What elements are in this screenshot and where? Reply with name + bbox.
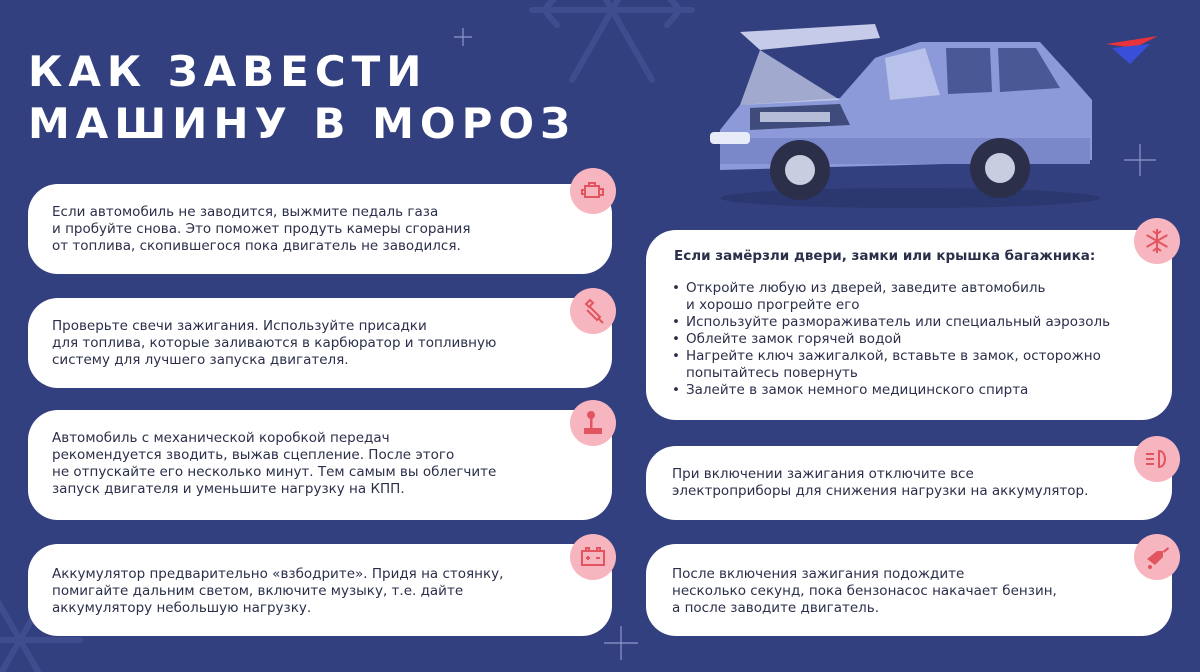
list-item-line: • Нагрейте ключ зажигалкой, вставьте в замок, осторожно	[686, 348, 1101, 364]
tip-line: систему для лучшего запуска двигателя.	[52, 352, 349, 368]
tip-card-frozen-locks	[646, 230, 1172, 420]
tip-line: После включения зажигания подождите	[672, 566, 965, 582]
frozen-list	[672, 280, 1110, 399]
tip-card-headlights	[646, 446, 1172, 520]
list-item-line: попытайтесь повернуть	[686, 365, 858, 381]
frozen-heading: Если замёрзли двери, замки или крышка багажника:	[674, 248, 1096, 264]
tip-card-fuel-pump	[646, 544, 1172, 636]
car-illustration	[700, 20, 1100, 210]
list-item-line: • Залейте в замок немного медицинского спирта	[686, 382, 1029, 398]
list-item	[672, 348, 1110, 382]
title-line-2: МАШИНУ В МОРОЗ	[28, 99, 576, 148]
list-item-line: • Используйте размораживатель или специальный аэрозоль	[686, 314, 1111, 330]
tip-card-manual-gearbox	[28, 410, 612, 520]
tip-line: Аккумулятор предварительно «взбодрите». Придя на стоянку,	[52, 566, 504, 582]
tip-line: и пробуйте снова. Это поможет продуть камеры сгорания	[52, 221, 471, 237]
list-item-line: и хорошо прогрейте его	[686, 297, 860, 313]
list-item	[672, 382, 1110, 399]
battery-icon	[570, 534, 616, 580]
tip-line: Автомобиль с механической коробкой передач	[52, 430, 390, 446]
tip-line: Если автомобиль не заводится, выжмите педаль газа	[52, 204, 439, 220]
list-item	[672, 280, 1110, 314]
tip-line: от топлива, скопившегося пока двигатель не заводился.	[52, 238, 461, 254]
tip-line: аккумулятору небольшую нагрузку.	[52, 600, 312, 616]
tip-line: для топлива, которые заливаются в карбюратор и топливную	[52, 335, 497, 351]
tip-line: не отпускайте его несколько минут. Тем самым вы облегчите	[52, 464, 497, 480]
snowflake-icon	[1134, 218, 1180, 264]
list-item	[672, 314, 1110, 331]
brand-logo	[1104, 34, 1160, 66]
tip-line: При включении зажигания отключите все	[672, 466, 974, 482]
spark-plug-icon	[570, 288, 616, 334]
fuel-nozzle-icon	[1134, 534, 1180, 580]
list-item-line: • Откройте любую из дверей, заведите автомобиль	[686, 280, 1046, 296]
tip-line: Проверьте свечи зажигания. Используйте присадки	[52, 318, 427, 334]
engine-icon	[570, 168, 616, 214]
gear-shift-icon	[570, 400, 616, 446]
tip-card-battery	[28, 544, 612, 636]
tip-card-spark-plugs	[28, 298, 612, 388]
page-title	[28, 46, 576, 150]
title-line-1: КАК ЗАВЕСТИ	[28, 47, 428, 96]
tip-line: запуск двигателя и уменьшите нагрузку на КПП.	[52, 481, 405, 497]
headlight-icon	[1134, 436, 1180, 482]
tip-line: несколько секунд, пока бензонасос накачает бензин,	[672, 583, 1057, 599]
list-item	[672, 331, 1110, 348]
tip-line: электроприборы для снижения нагрузки на аккумулятор.	[672, 483, 1089, 499]
tip-line: рекомендуется зводить, выжав сцепление. После этого	[52, 447, 455, 463]
tip-line: а после заводите двигатель.	[672, 600, 880, 616]
list-item-line: • Облейте замок горячей водой	[686, 331, 902, 347]
tip-card-gas-pedal	[28, 184, 612, 274]
tip-line: помигайте дальним светом, включите музыку, т.е. дайте	[52, 583, 464, 599]
